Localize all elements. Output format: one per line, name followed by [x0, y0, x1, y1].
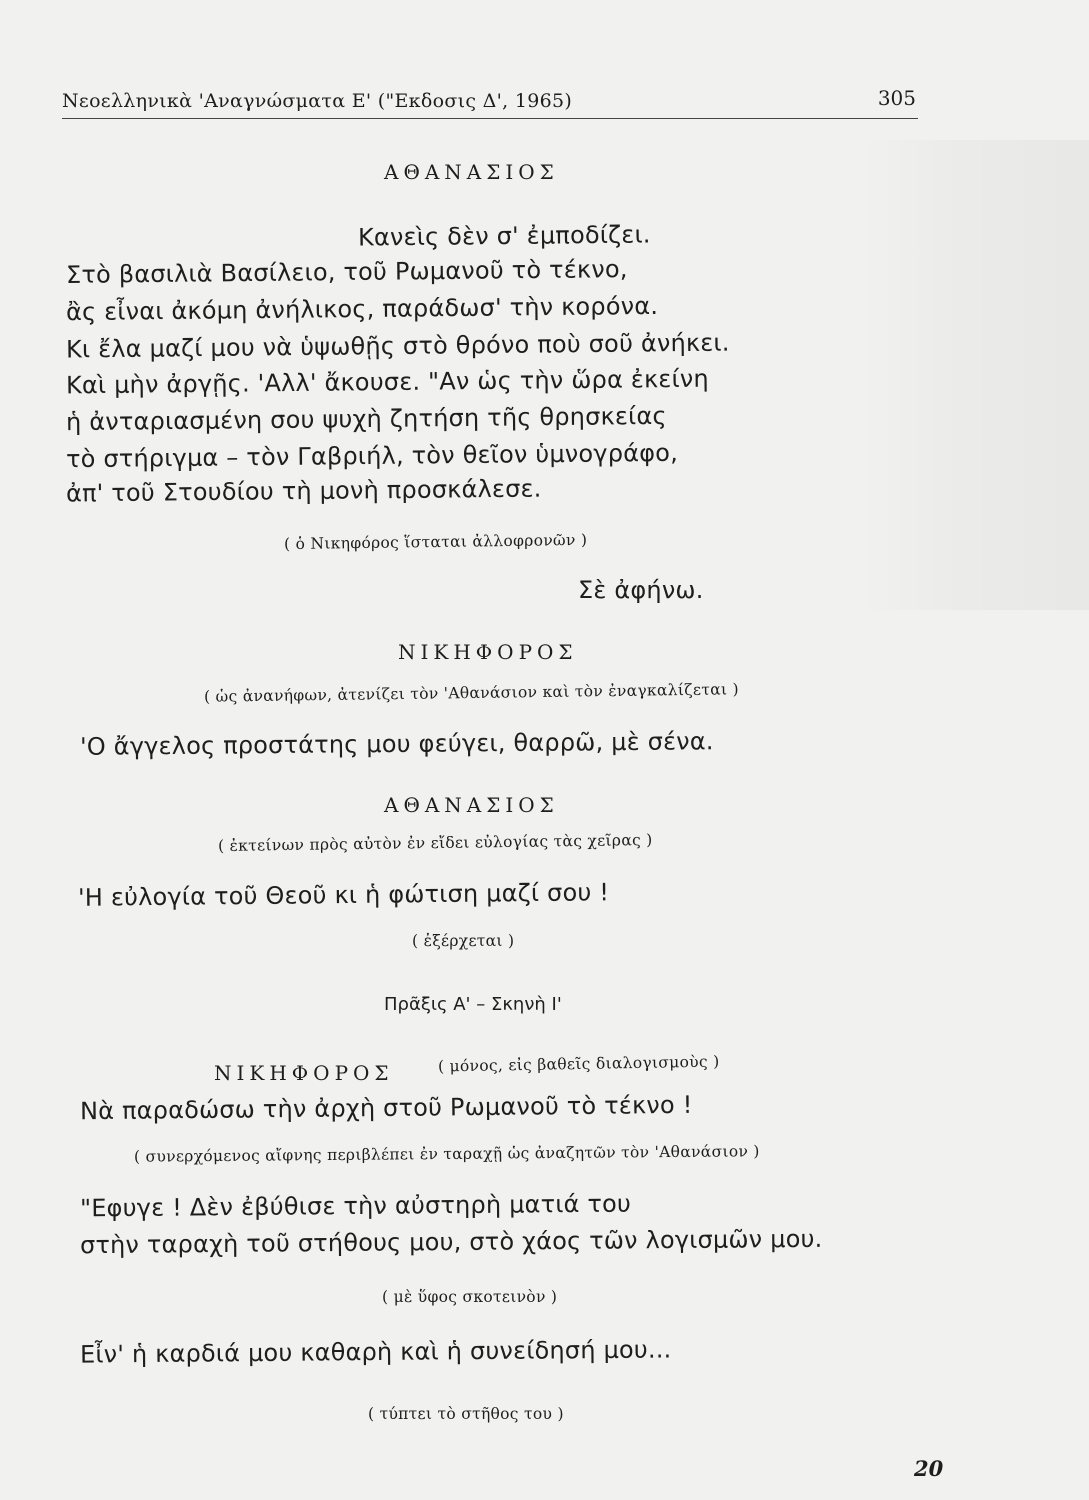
verse-line: ἀπ' τοῦ Στουδίου τὴ μονὴ προσκάλεσε. [65, 474, 542, 508]
stage-direction: ( μὲ ὕφος σκοτεινὸν ) [382, 1288, 558, 1306]
stage-direction: ( συνερχόμενος αἴφνης περιβλέπει ἐν ταραχῇ ὡς ἀναζητῶν τὸν 'Αθανάσιον ) [133, 1142, 760, 1166]
stage-direction: ( ὡς ἀνανήφων, ἀτενίζει τὸν 'Αθανάσιον καὶ τὸν ἐναγκαλίζεται ) [203, 680, 739, 706]
stage-direction: ( μόνος, εἰς βαθεῖς διαλογισμοὺς ) [437, 1052, 720, 1076]
verse-line: Καὶ μὴν ἀργῇς. 'Αλλ' ἄκουσε. "Αν ὡς τὴν ὥρα ἐκείνη [65, 364, 710, 400]
verse-line: τὸ στήριγμα – τὸν Γαβριήλ, τὸν θεῖον ὑμνογράφο, [65, 438, 679, 474]
bleed-through-shadow [860, 140, 1089, 610]
verse-line: στὴν ταραχὴ τοῦ στήθους μου, στὸ χάος τῶν λογισμῶν μου. [79, 1224, 823, 1260]
verse-line: ἂς εἶναι ἀκόμη ἀνήλικος, παράδωσ' τὴν κορόνα. [65, 291, 659, 327]
verse-line: Κανεὶς δὲν σ' ἐμποδίζει. [357, 220, 651, 252]
verse-line: Εἶν' ἡ καρδιά μου καθαρὴ καὶ ἡ συνείδησή μου... [79, 1335, 672, 1369]
stage-direction: ( ἐξέρχεται ) [412, 932, 515, 950]
verse-line: 'Η εὐλογία τοῦ Θεοῦ κι ἡ φώτιση μαζί σου ! [77, 878, 610, 912]
verse-line: Κι ἔλα μαζί μου νὰ ὑψωθῇς στὸ θρόνο ποὺ σοῦ ἀνήκει. [65, 328, 730, 364]
stage-direction: ( ἐκτείνων πρὸς αὐτὸν ἐν εἴδει εὐλογίας τὰς χεῖρας ) [217, 830, 653, 856]
stage-direction: ( τύπτει τὸ στῆθος του ) [368, 1405, 564, 1423]
verse-line: ἡ ἀνταριασμένη σου ψυχὴ ζητήση τῆς θρησκείας [65, 401, 667, 437]
verse-line: Νὰ παραδώσω τὴν ἀρχὴ στοῦ Ρωμανοῦ τὸ τέκνο ! [79, 1090, 693, 1126]
speaker-athanasios: ΑΘΑΝΑΣΙΟΣ [384, 160, 559, 184]
stage-direction: ( ὁ Νικηφόρος ἵσταται ἀλλοφρονῶν ) [283, 530, 588, 554]
speaker-nikiforos: ΝΙΚΗΦΟΡΟΣ [398, 640, 578, 664]
signature-number: 20 [914, 1456, 944, 1481]
verse-line: "Εφυγε ! Δὲν ἐβύθισε τὴν αὐστηρὴ ματιά του [79, 1189, 632, 1223]
scene-heading: Πρᾶξις Α' – Σκηνὴ Ι' [384, 994, 562, 1015]
speaker-nikiforos: ΝΙΚΗΦΟΡΟΣ [214, 1061, 394, 1085]
header-rule [62, 118, 918, 119]
page-number: 305 [877, 86, 916, 110]
verse-line: Σὲ ἀφήνω. [578, 576, 704, 604]
running-header [62, 86, 918, 120]
verse-line: 'Ο ἄγγελος προστάτης μου φεύγει, θαρρῶ, μὲ σένα. [79, 727, 714, 761]
speaker-athanasios: ΑΘΑΝΑΣΙΟΣ [384, 793, 559, 817]
verse-line: Στὸ βασιλιὰ Βασίλειο, τοῦ Ρωμανοῦ τὸ τέκνο, [65, 255, 628, 289]
running-title: Νεοελληνικὰ 'Αναγνώσματα Ε' ("Εκδοσις Δ', 1965) [62, 90, 573, 112]
